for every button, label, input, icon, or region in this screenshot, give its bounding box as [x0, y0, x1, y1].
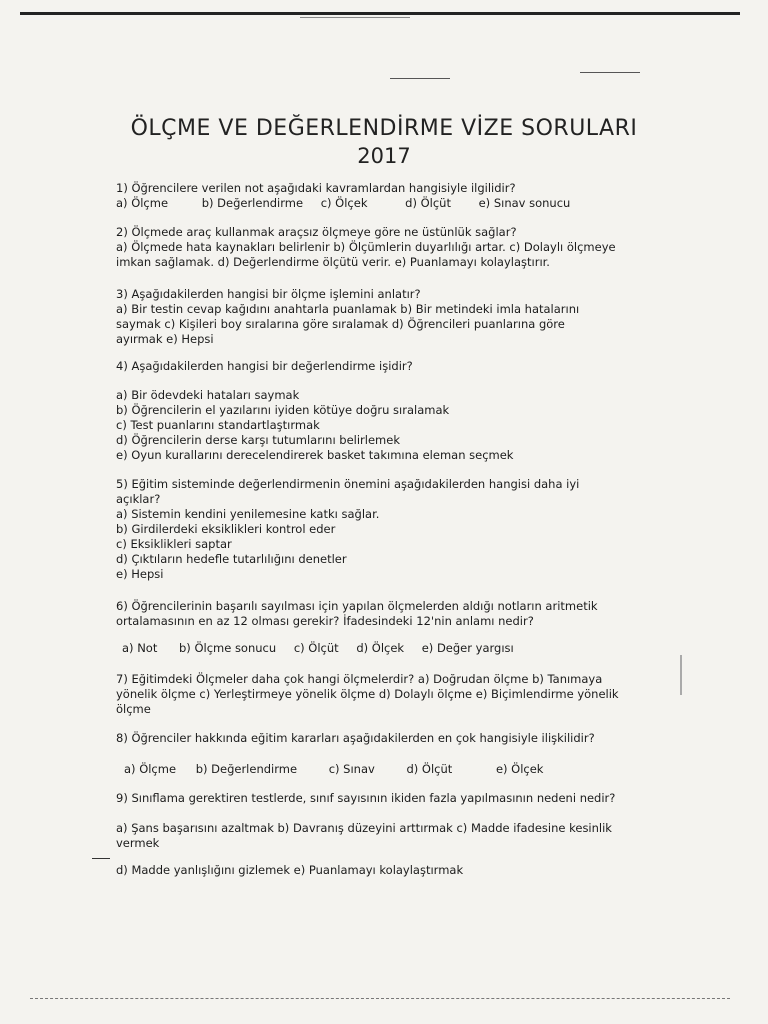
question-7-line-2: yönelik ölçme c) Yerleştirmeye yönelik ölçme d) Dolaylı ölçme e) Biçimlendirme yönelik — [116, 687, 619, 701]
q6-option-b: b) Ölçme sonucu — [179, 641, 277, 655]
question-5-stem-line-1: 5) Eğitim sisteminde değerlendirmenin önemini aşağıdakilerden hangisi daha iyi — [116, 477, 580, 491]
q6-option-a: a) Not — [122, 641, 158, 655]
q1-option-b: b) Değerlendirme — [201, 196, 304, 210]
question-1 — [116, 181, 656, 211]
q8-option-e: e) Ölçek — [495, 762, 544, 776]
question-2-line-2: imkan sağlamak. d) Değerlendirme ölçütü verir. e) Puanlamayı kolaylaştırır. — [116, 255, 550, 269]
question-3-line-2: saymak c) Kişileri boy sıralarına göre sıralamak d) Öğrencileri puanlarına göre — [116, 317, 565, 331]
q4-option-d: d) Öğrencilerin derse karşı tutumlarını belirlemek — [116, 433, 400, 447]
question-3-line-1: a) Bir testin cevap kağıdını anahtarla puanlamak b) Bir metindeki imla hatalarını — [116, 302, 580, 316]
question-3 — [116, 287, 656, 347]
question-2-stem: 2) Ölçmede araç kullanmak araçsız ölçmeye göre ne üstünlük sağlar? — [116, 225, 517, 239]
question-8-options — [116, 762, 656, 777]
question-1-options — [116, 196, 656, 211]
scan-speck — [390, 78, 450, 79]
q4-option-b: b) Öğrencilerin el yazılarını iyiden kötüye doğru sıralamak — [116, 403, 450, 417]
top-border-line-faint — [300, 17, 410, 18]
q6-option-d: d) Ölçek — [356, 641, 405, 655]
scan-mark — [92, 858, 110, 859]
q4-option-c: c) Test puanlarını standartlaştırmak — [116, 418, 320, 432]
q5-option-b: b) Girdilerdeki eksiklikleri kontrol eder — [116, 522, 336, 536]
q1-option-a: a) Ölçme — [116, 196, 169, 210]
q6-option-c: c) Ölçüt — [293, 641, 339, 655]
q5-option-a: a) Sistemin kendini yenilemesine katkı sağlar. — [116, 507, 380, 521]
question-7-line-3: ölçme — [116, 702, 151, 716]
q8-option-b: b) Değerlendirme — [195, 762, 298, 776]
question-9-stem: 9) Sınıflama gerektiren testlerde, sınıf sayısının ikiden fazla yapılmasının nedeni nedir? — [116, 791, 616, 805]
question-2-line-1: a) Ölçmede hata kaynakları belirlenir b) Ölçümlerin duyarlılığı artar. c) Dolaylı ölçmeye — [116, 240, 616, 254]
question-4 — [116, 359, 656, 463]
q1-option-d: d) Ölçüt — [405, 196, 451, 210]
q6-option-e: e) Değer yargısı — [421, 641, 514, 655]
question-9-line-3: d) Madde yanlışlığını gizlemek e) Puanlamayı kolaylaştırmak — [116, 863, 464, 877]
question-4-stem: 4) Aşağıdakilerden hangisi bir değerlendirme işidir? — [116, 359, 413, 373]
question-8-stem: 8) Öğrenciler hakkında eğitim kararları aşağıdakilerden en çok hangisiyle ilişkilidir? — [116, 731, 595, 745]
question-8 — [116, 731, 656, 777]
top-border-line — [20, 12, 740, 15]
bottom-border-dashed — [30, 998, 730, 1000]
scan-noise — [680, 655, 682, 695]
q8-option-a: a) Ölçme — [124, 762, 177, 776]
q1-option-e: e) Sınav sonucu — [478, 196, 571, 210]
question-6-options — [116, 641, 656, 656]
q5-option-d: d) Çıktıların hedefle tutarlılığını denetler — [116, 552, 347, 566]
question-1-stem: 1) Öğrencilere verilen not aşağıdaki kavramlardan hangisiyle ilgilidir? — [116, 181, 516, 195]
question-7-line-1: 7) Eğitimdeki Ölçmeler daha çok hangi ölçmelerdir? a) Doğrudan ölçme b) Tanımaya — [116, 672, 603, 686]
question-3-line-3: ayırmak e) Hepsi — [116, 332, 214, 346]
question-6 — [116, 599, 656, 656]
scan-speck — [580, 72, 640, 73]
q4-option-e: e) Oyun kurallarını derecelendirerek basket takımına eleman seçmek — [116, 448, 514, 462]
question-9 — [116, 791, 656, 878]
question-6-stem-line-2: ortalamasının en az 12 olması gerekir? İfadesindeki 12'nin anlamı nedir? — [116, 614, 534, 628]
question-6-stem-line-1: 6) Öğrencilerinin başarılı sayılması için yapılan ölçmelerden aldığı notların aritmetik — [116, 599, 598, 613]
question-9-line-2: vermek — [116, 836, 160, 850]
q8-option-d: d) Ölçüt — [406, 762, 453, 776]
exam-year: 2017 — [357, 144, 411, 168]
q4-option-a: a) Bir ödevdeki hataları saymak — [116, 388, 300, 402]
q8-option-c: c) Sınav — [328, 762, 375, 776]
q1-option-c: c) Ölçek — [320, 196, 368, 210]
question-5-stem-line-2: açıklar? — [116, 492, 161, 506]
q5-option-e: e) Hepsi — [116, 567, 164, 581]
question-2 — [116, 225, 656, 270]
exam-title: ÖLÇME VE DEĞERLENDİRME VİZE SORULARI — [130, 116, 638, 141]
question-9-line-1: a) Şans başarısını azaltmak b) Davranış düzeyini arttırmak c) Madde ifadesine kesinlik — [116, 821, 612, 835]
question-7 — [116, 672, 656, 717]
question-3-stem: 3) Aşağıdakilerden hangisi bir ölçme işlemini anlatır? — [116, 287, 421, 301]
q5-option-c: c) Eksiklikleri saptar — [116, 537, 232, 551]
question-5 — [116, 477, 656, 582]
